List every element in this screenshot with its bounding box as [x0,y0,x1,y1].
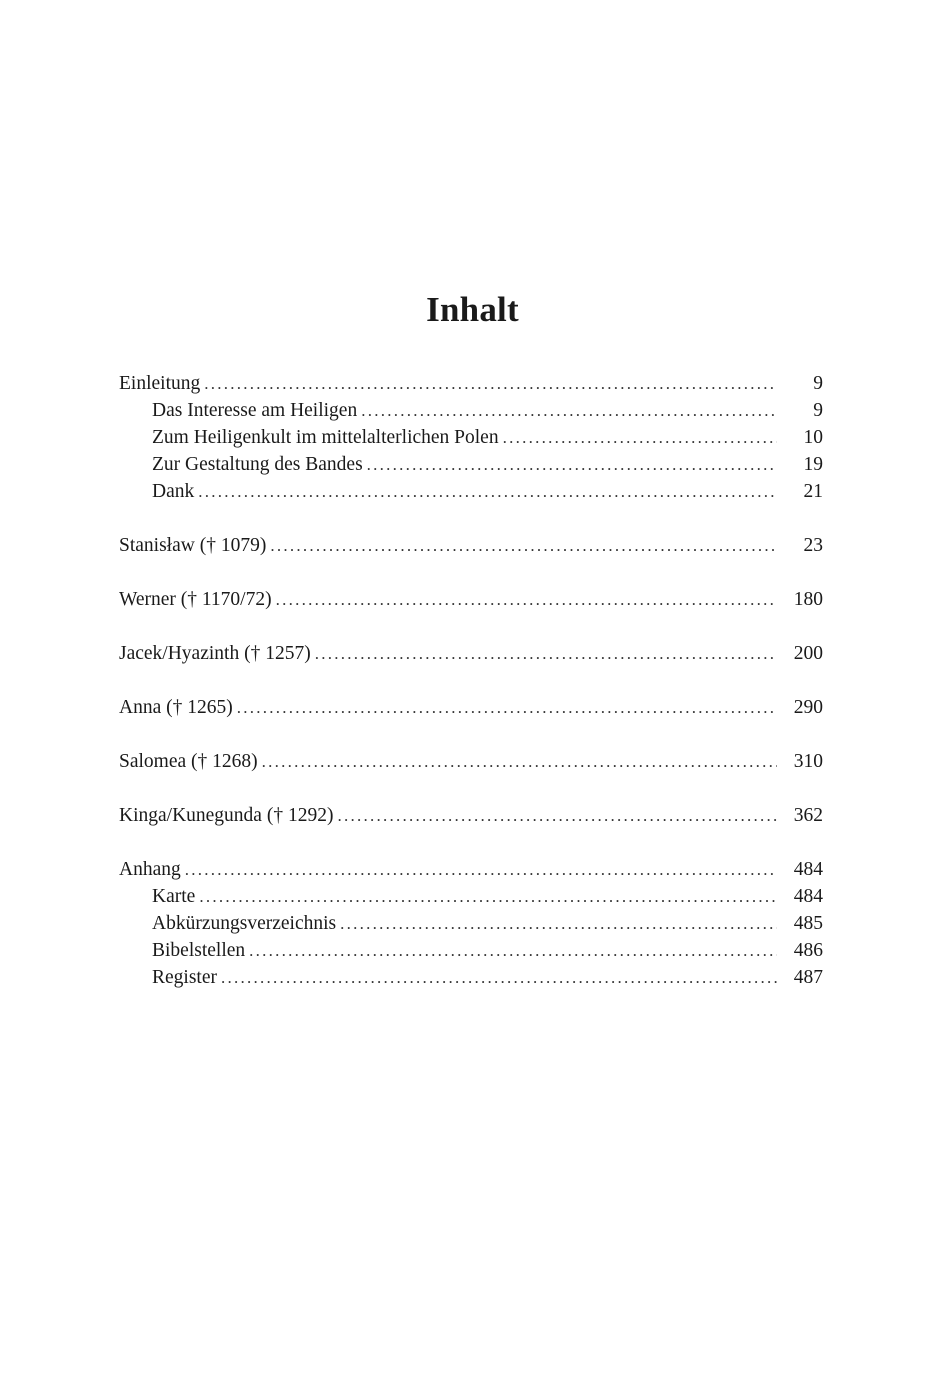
toc-page-number: 19 [803,454,823,475]
toc-subentry [119,424,823,451]
dot-leader [199,883,777,910]
toc-entry-title: Abkürzungsverzeichnis [152,913,337,934]
toc-entry-title: Salomea († 1268) [119,751,258,772]
toc-page-number: 486 [793,940,823,961]
dot-leader [262,748,777,775]
toc-page-number: 9 [813,373,823,394]
toc-entry [119,748,823,775]
toc-entry-title: Zum Heiligenkult im mittelalterlichen Polen [152,427,499,448]
dot-leader [337,802,777,829]
toc-entry [119,856,823,883]
dot-leader [503,424,777,451]
toc-subentry [119,937,823,964]
toc-subentry [119,451,823,478]
toc-entry [119,802,823,829]
toc-page-number: 290 [793,697,823,718]
toc-entry-title: Einleitung [119,373,201,394]
toc-entry-title: Karte [152,886,196,907]
toc-entry-title: Anna († 1265) [119,697,233,718]
toc-page-number: 180 [793,589,823,610]
toc-page-number: 10 [803,427,823,448]
toc-entry-title: Register [152,967,217,988]
toc-entry-title: Das Interesse am Heiligen [152,400,358,421]
toc-page-number: 487 [793,967,823,988]
toc-entry-title: Jacek/Hyazinth († 1257) [119,643,311,664]
dot-leader [340,910,777,937]
toc-page-number: 484 [793,886,823,907]
toc-page-number: 362 [793,805,823,826]
dot-leader [204,370,777,397]
toc-subentry [119,964,823,991]
dot-leader [185,856,777,883]
dot-leader [361,397,777,424]
toc-page-number: 200 [793,643,823,664]
toc-page-number: 23 [803,535,823,556]
toc-entry [119,532,823,559]
toc-page-number: 310 [793,751,823,772]
toc-entry-title: Bibelstellen [152,940,246,961]
toc-page-number: 484 [793,859,823,880]
toc-page-number: 9 [813,400,823,421]
toc-entry-title: Anhang [119,859,181,880]
toc-entry [119,370,823,397]
toc-entry [119,694,823,721]
dot-leader [276,586,777,613]
toc-subentry [119,478,823,505]
toc-subentry [119,397,823,424]
toc-page-number: 485 [793,913,823,934]
toc-subentry [119,883,823,910]
dot-leader [315,640,777,667]
toc-entry [119,640,823,667]
table-of-contents [119,370,823,991]
dot-leader [270,532,777,559]
toc-entry-title: Werner († 1170/72) [119,589,272,610]
toc-entry-title: Zur Gestaltung des Bandes [152,454,363,475]
page-title: Inhalt [426,290,519,330]
dot-leader [198,478,777,505]
dot-leader [237,694,777,721]
dot-leader [249,937,777,964]
toc-page-number: 21 [803,481,823,502]
toc-entry-title: Dank [152,481,195,502]
toc-subentry [119,910,823,937]
dot-leader [367,451,777,478]
toc-entry-title: Kinga/Kunegunda († 1292) [119,805,334,826]
toc-entry [119,586,823,613]
dot-leader [221,964,777,991]
toc-entry-title: Stanisław († 1079) [119,535,267,556]
